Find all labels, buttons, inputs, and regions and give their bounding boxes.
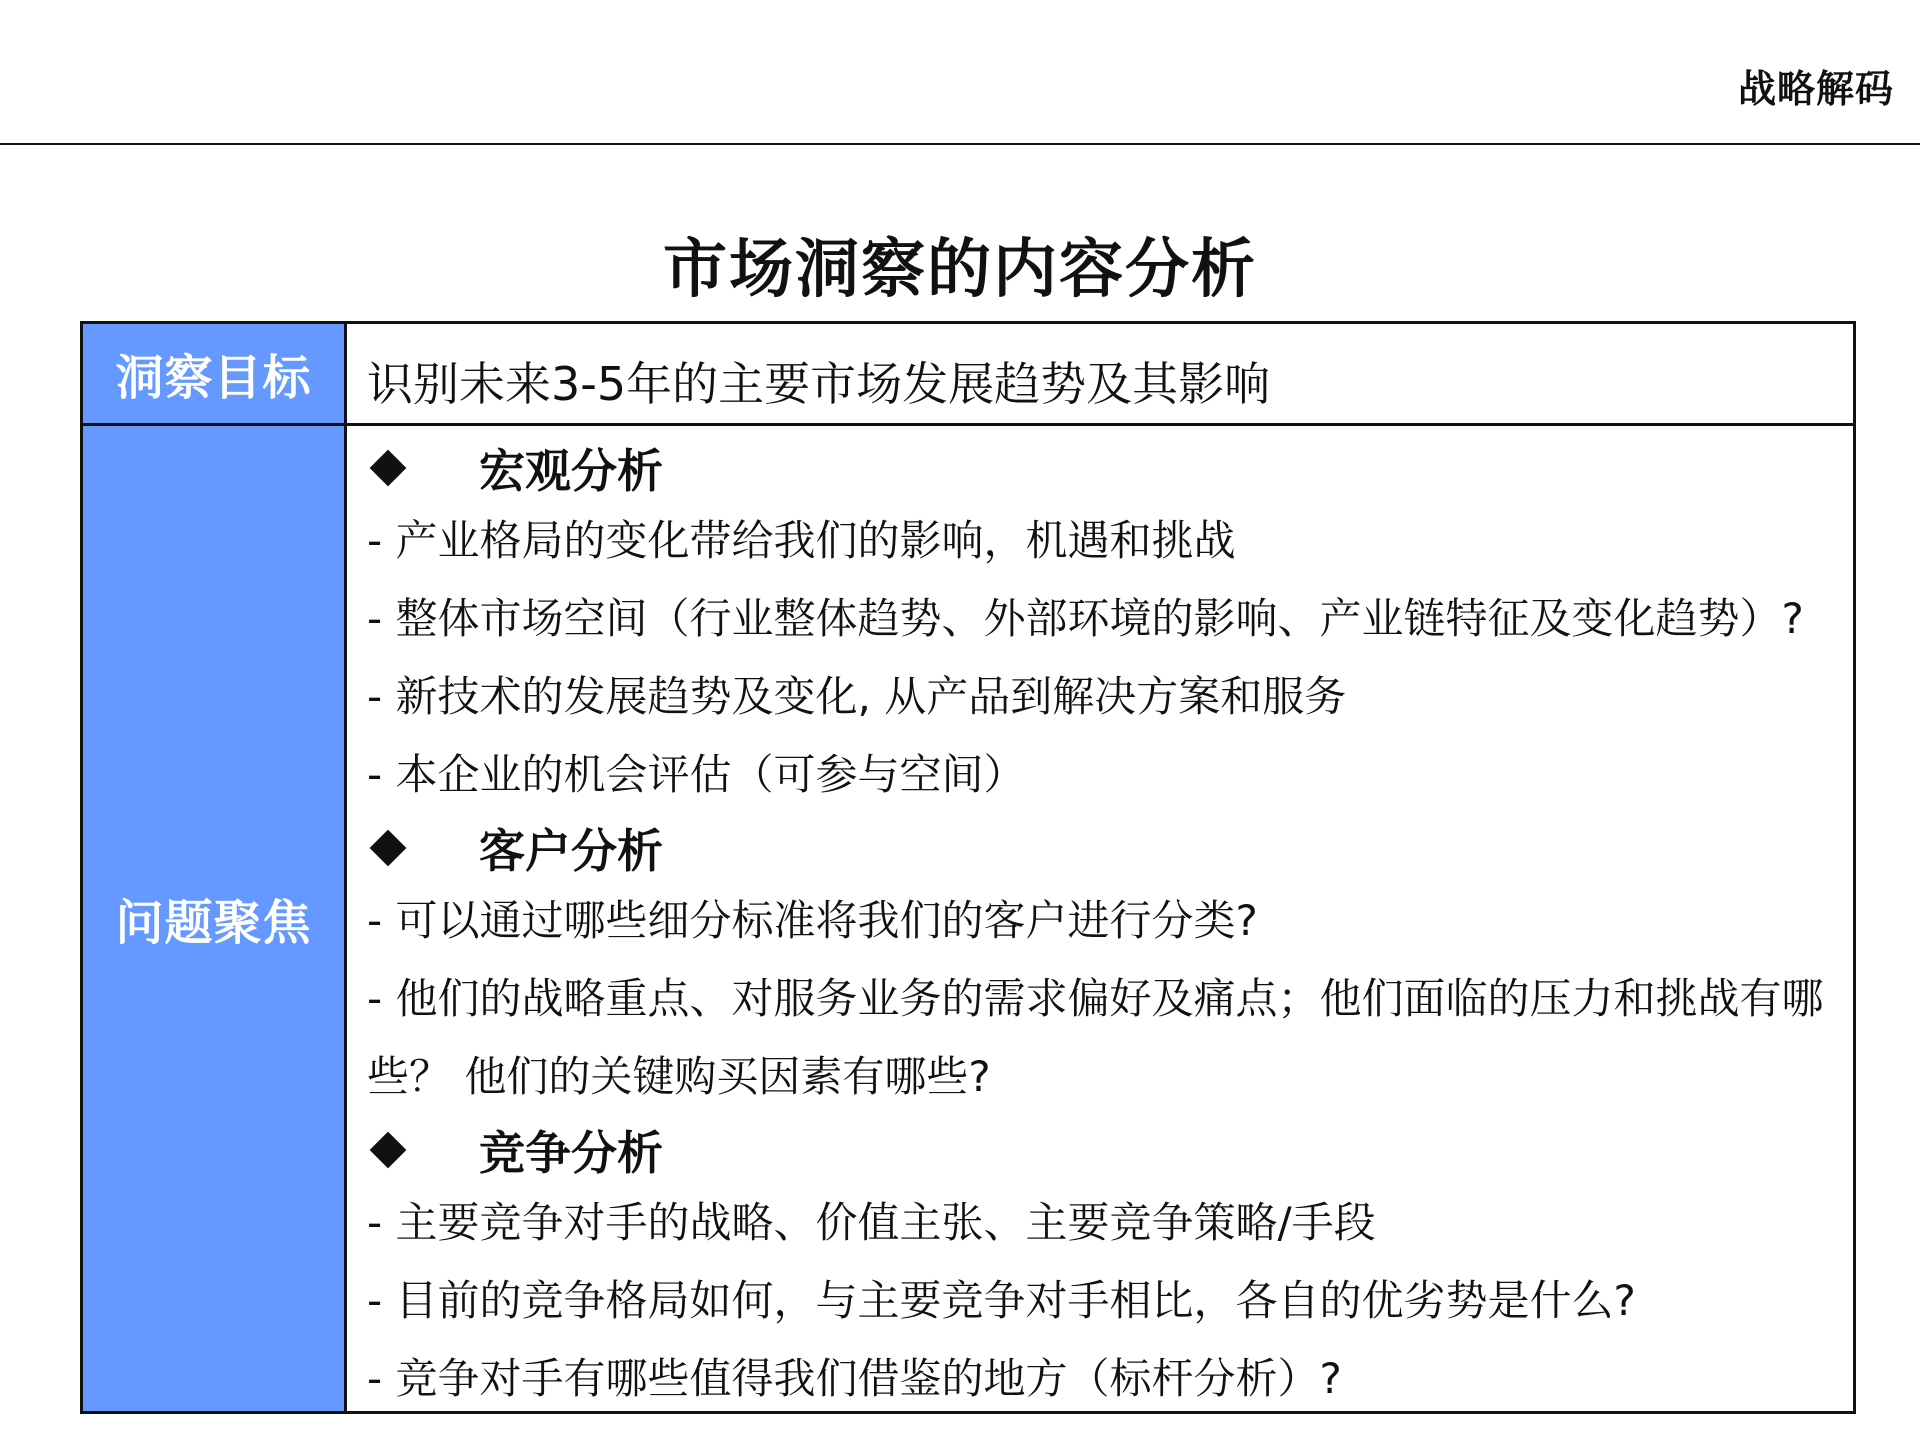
diamond-bullet-icon bbox=[370, 1132, 407, 1169]
diamond-bullet-icon bbox=[370, 830, 407, 867]
list-item: - 新技术的发展趋势及变化, 从产品到解决方案和服务 bbox=[367, 672, 1347, 721]
focus-label-cell bbox=[83, 426, 347, 1411]
section-heading-customer bbox=[367, 814, 1833, 882]
section-heading-text: 竞争分析 bbox=[479, 1126, 663, 1180]
list-item: - 本企业的机会评估（可参与空间） bbox=[367, 750, 1026, 799]
focus-content bbox=[367, 434, 1833, 1418]
header-divider bbox=[0, 143, 1920, 145]
page-title: 市场洞察的内容分析 bbox=[663, 233, 1257, 307]
list-item: - 可以通过哪些细分标准将我们的客户进行分类? bbox=[367, 896, 1258, 945]
goal-row bbox=[83, 324, 1853, 426]
list-item: - 他们的战略重点、对服务业务的需求偏好及痛点；他们面临的压力和挑战有哪些？ 他们的关键购买因素有哪些? bbox=[367, 974, 1824, 1101]
section-heading-text: 客户分析 bbox=[479, 824, 663, 878]
list-item: - 整体市场空间（行业整体趋势、外部环境的影响、产业链特征及变化趋势）? bbox=[367, 594, 1804, 643]
focus-content-cell bbox=[347, 426, 1853, 1411]
analysis-table bbox=[80, 321, 1856, 1414]
section-heading-macro bbox=[367, 434, 1833, 502]
goal-label: 洞察目标 bbox=[115, 350, 312, 406]
diamond-bullet-icon bbox=[370, 450, 407, 487]
brand-label: 战略解码 bbox=[1737, 67, 1894, 111]
section-heading-text: 宏观分析 bbox=[479, 444, 663, 498]
list-item: - 目前的竞争格局如何，与主要竞争对手相比，各自的优劣势是什么? bbox=[367, 1276, 1636, 1325]
list-item: - 主要竞争对手的战略、价值主张、主要竞争策略/手段 bbox=[367, 1198, 1376, 1247]
goal-label-cell bbox=[83, 324, 347, 423]
focus-label: 问题聚焦 bbox=[115, 895, 312, 951]
list-item: - 竞争对手有哪些值得我们借鉴的地方（标杆分析）? bbox=[367, 1354, 1342, 1403]
list-item: - 产业格局的变化带给我们的影响，机遇和挑战 bbox=[367, 516, 1236, 565]
focus-row bbox=[83, 426, 1853, 1411]
section-heading-competition bbox=[367, 1116, 1833, 1184]
goal-content-cell bbox=[347, 324, 1853, 423]
goal-text: 识别未来3-5年的主要市场发展趋势及其影响 bbox=[367, 357, 1271, 411]
